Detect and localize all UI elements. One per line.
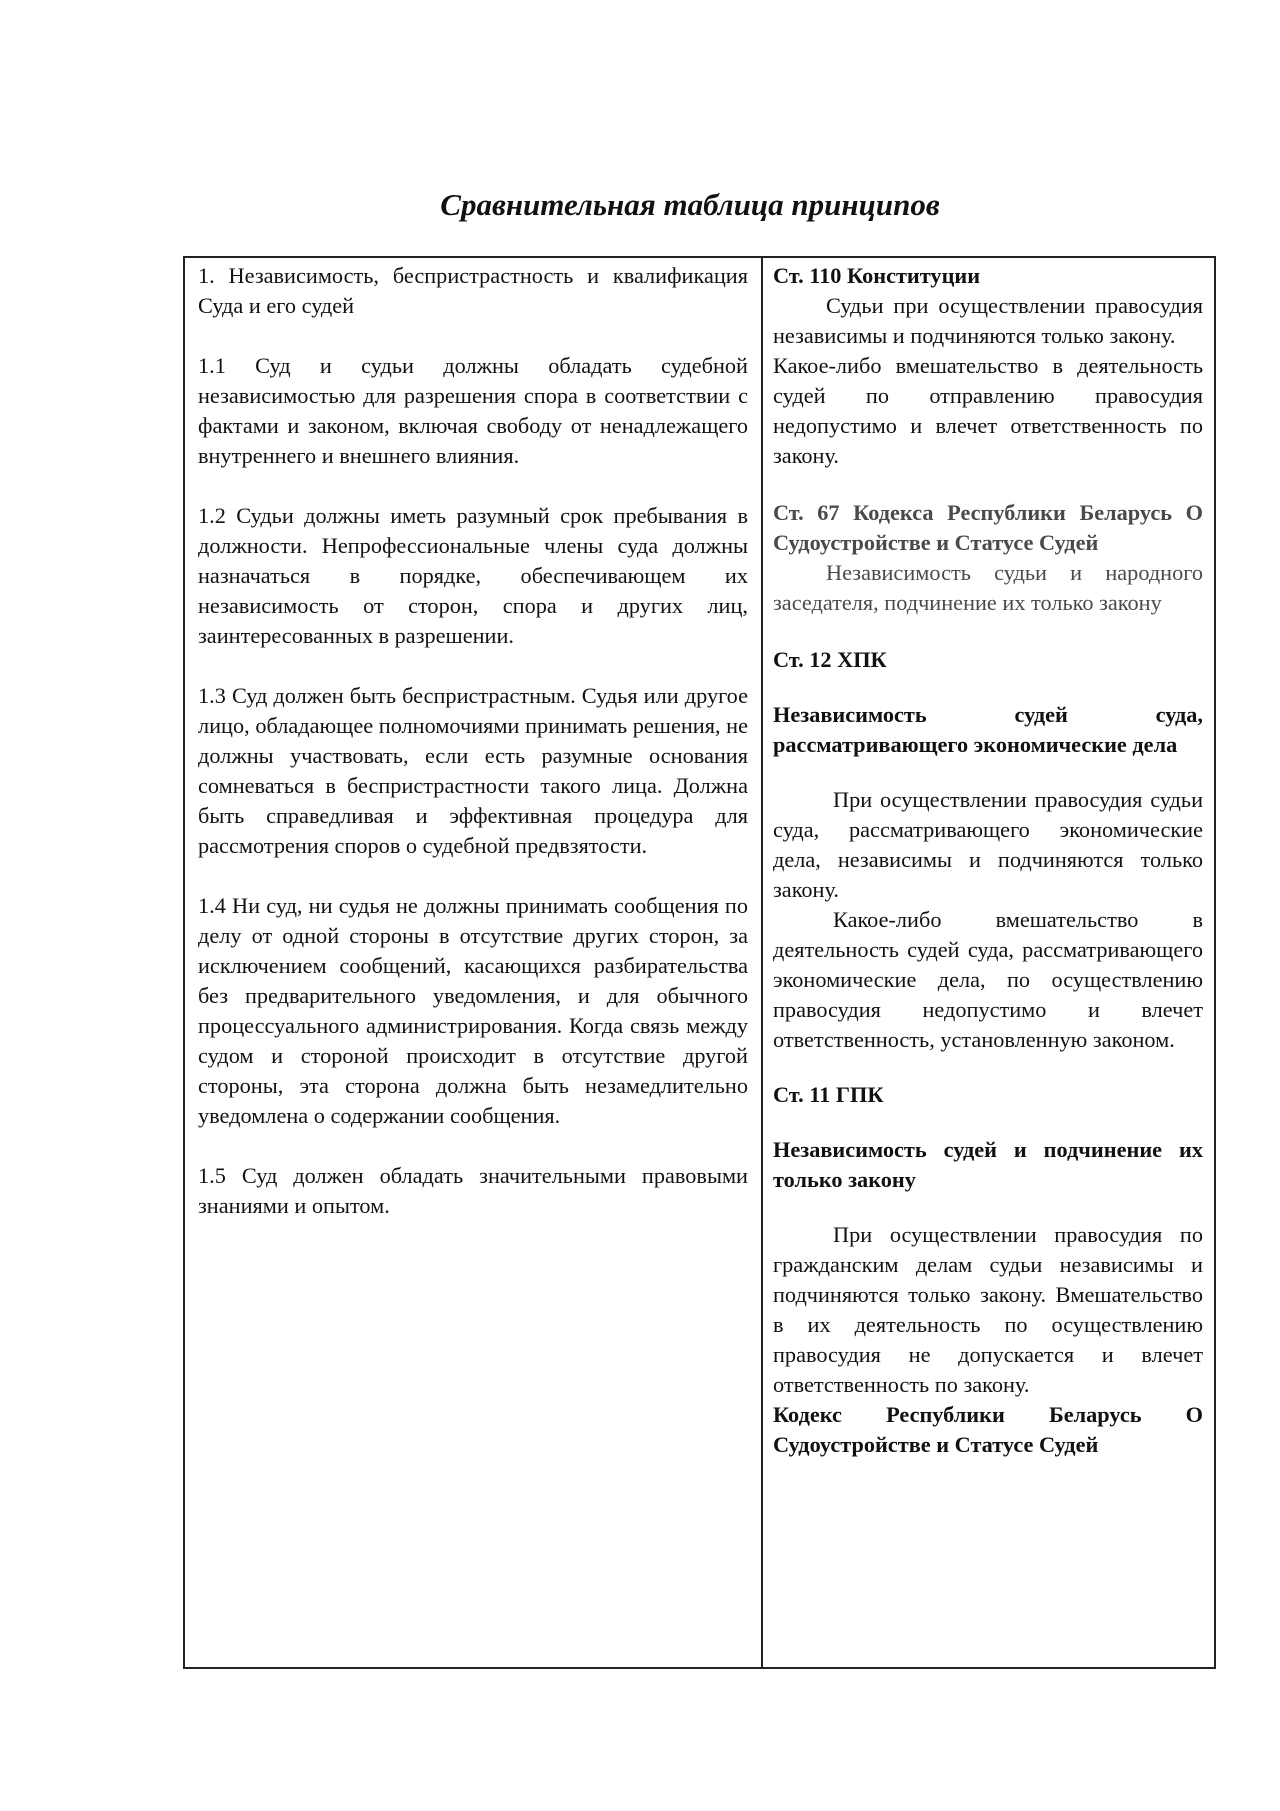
- gpk-article-heading: Ст. 11 ГПК: [773, 1082, 884, 1107]
- code-article-67-heading: Ст. 67 Кодекса Республики Беларусь О Судоустройстве и Статусе Судей: [773, 500, 1203, 555]
- hpk-text-1: При осуществлении правосудия судьи суда, рассматривающего экономические дела, независимы и подчиняются только закону.: [773, 787, 1203, 902]
- hpk-text-2: Какое-либо вмешательство в деятельность судей суда, рассматривающего экономические дела, по осуществлению правосудия недопустимо и влечет ответственность, установленную законом.: [773, 907, 1203, 1052]
- constitution-text-2: Какое-либо вмешательство в деятельность судей по отправлению правосудия недопустимо и влечет ответственность по закону.: [773, 353, 1203, 468]
- principle-1-3: 1.3 Суд должен быть беспристрастным. Судья или другое лицо, обладающее полномочиями принимать решения, не должны участвовать, если есть разумные основания сомневаться в беспристрастности такого лица. Должна быть справедливая и эффективная процедура для рассмотрения споров о судебной предвзятости.: [198, 683, 748, 858]
- gpk-article-title: Независимость судей и подчинение их только закону: [773, 1137, 1203, 1192]
- constitution-article-heading: Ст. 110 Конституции: [773, 263, 981, 288]
- constitution-text-1: Судьи при осуществлении правосудия независимы и подчиняются только закону.: [773, 293, 1203, 348]
- comparison-table: [183, 256, 1216, 1669]
- code-article-67-text: Независимость судьи и народного заседателя, подчинение их только закону: [773, 560, 1203, 615]
- hpk-article-title: Независимость судей суда, рассматривающего экономические дела: [773, 702, 1203, 757]
- gpk-text: При осуществлении правосудия по гражданским делам судьи независимы и подчиняются только закону. Вмешательство в их деятельность по осуществлению правосудия не допускается и влечет ответственность по закону.: [773, 1222, 1203, 1397]
- page-title: Сравнительная таблица принципов: [440, 187, 940, 222]
- principle-heading: 1. Независимость, беспристрастность и квалификация Суда и его судей: [198, 263, 748, 318]
- principle-1-5: 1.5 Суд должен обладать значительными правовыми знаниями и опытом.: [198, 1163, 748, 1218]
- left-column: [185, 258, 763, 1667]
- right-column: [763, 258, 1214, 1667]
- principle-1-1: 1.1 Суд и судьи должны обладать судебной независимостью для разрешения спора в соответствии с фактами и законом, включая свободу от ненадлежащего внутреннего и внешнего влияния.: [198, 353, 748, 468]
- code-heading: Кодекс Республики Беларусь О Судоустройстве и Статусе Судей: [773, 1402, 1203, 1457]
- hpk-article-heading: Ст. 12 ХПК: [773, 647, 887, 672]
- principle-1-2: 1.2 Судьи должны иметь разумный срок пребывания в должности. Непрофессиональные члены суда должны назначаться в порядке, обеспечивающем их независимость от сторон, спора и других лиц, заинтересованных в разрешении.: [198, 503, 748, 648]
- principle-1-4: 1.4 Ни суд, ни судья не должны принимать сообщения по делу от одной стороны в отсутствие других сторон, за исключением сообщений, касающихся разбирательства без предварительного уведомления, и для обычного процессуального администрирования. Когда связь между судом и стороной происходит в отсутствие другой стороны, эта сторона должна быть незамедлительно уведомлена о содержании сообщения.: [198, 893, 748, 1128]
